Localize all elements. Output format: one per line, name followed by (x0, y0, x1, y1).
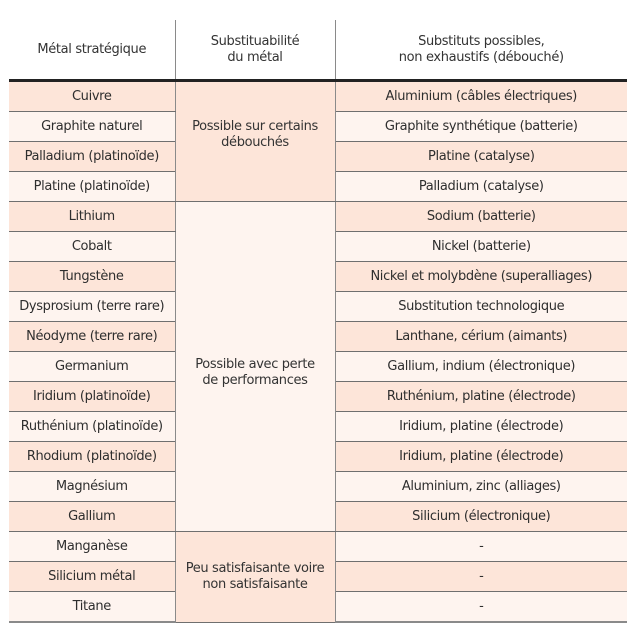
cell-metal: Silicium métal (9, 562, 175, 592)
cell-metal: Gallium (9, 502, 175, 532)
cell-metal: Lithium (9, 202, 175, 232)
cell-substitutes: Iridium, platine (électrode) (335, 412, 627, 442)
cell-substituability: Possible avec perte de performances (175, 202, 335, 532)
cell-metal: Germanium (9, 352, 175, 382)
cell-metal: Manganèse (9, 532, 175, 562)
cell-substitutes: Aluminium, zinc (alliages) (335, 472, 627, 502)
cell-substitutes: - (335, 562, 627, 592)
cell-metal: Platine (platinoïde) (9, 172, 175, 202)
cell-substitutes: - (335, 532, 627, 562)
cell-substitutes: Substitution technologique (335, 292, 627, 322)
cell-substitutes: Graphite synthétique (batterie) (335, 112, 627, 142)
cell-substitutes: Ruthénium, platine (électrode) (335, 382, 627, 412)
cell-metal: Cuivre (9, 81, 175, 112)
cell-substitutes: Gallium, indium (électronique) (335, 352, 627, 382)
cell-metal: Dysprosium (terre rare) (9, 292, 175, 322)
cell-substituability: Peu satisfaisante voire non satisfaisante (175, 532, 335, 623)
metals-substitution-table (9, 20, 627, 623)
cell-substitutes: Platine (catalyse) (335, 142, 627, 172)
cell-substitutes: Iridium, platine (électrode) (335, 442, 627, 472)
table-row (9, 81, 627, 112)
cell-metal: Magnésium (9, 472, 175, 502)
cell-substitutes: Lanthane, cérium (aimants) (335, 322, 627, 352)
cell-substitutes: Sodium (batterie) (335, 202, 627, 232)
cell-substitutes: Palladium (catalyse) (335, 172, 627, 202)
table-row (9, 532, 627, 562)
table-header-row (9, 20, 627, 81)
cell-metal: Rhodium (platinoïde) (9, 442, 175, 472)
cell-metal: Titane (9, 592, 175, 623)
cell-substitutes: Nickel (batterie) (335, 232, 627, 262)
cell-substitutes: Silicium (électronique) (335, 502, 627, 532)
cell-metal: Ruthénium (platinoïde) (9, 412, 175, 442)
table-row (9, 202, 627, 232)
cell-substituability: Possible sur certains débouchés (175, 81, 335, 202)
cell-metal: Graphite naturel (9, 112, 175, 142)
header-substitutes: Substituts possibles, non exhaustifs (débouché) (335, 20, 627, 81)
cell-substitutes: Nickel et molybdène (superalliages) (335, 262, 627, 292)
cell-metal: Cobalt (9, 232, 175, 262)
cell-metal: Palladium (platinoïde) (9, 142, 175, 172)
cell-substitutes: - (335, 592, 627, 623)
header-substituability: Substituabilité du métal (175, 20, 335, 81)
header-metal: Métal stratégique (9, 20, 175, 81)
cell-metal: Tungstène (9, 262, 175, 292)
cell-metal: Iridium (platinoïde) (9, 382, 175, 412)
cell-metal: Néodyme (terre rare) (9, 322, 175, 352)
cell-substitutes: Aluminium (câbles électriques) (335, 81, 627, 112)
